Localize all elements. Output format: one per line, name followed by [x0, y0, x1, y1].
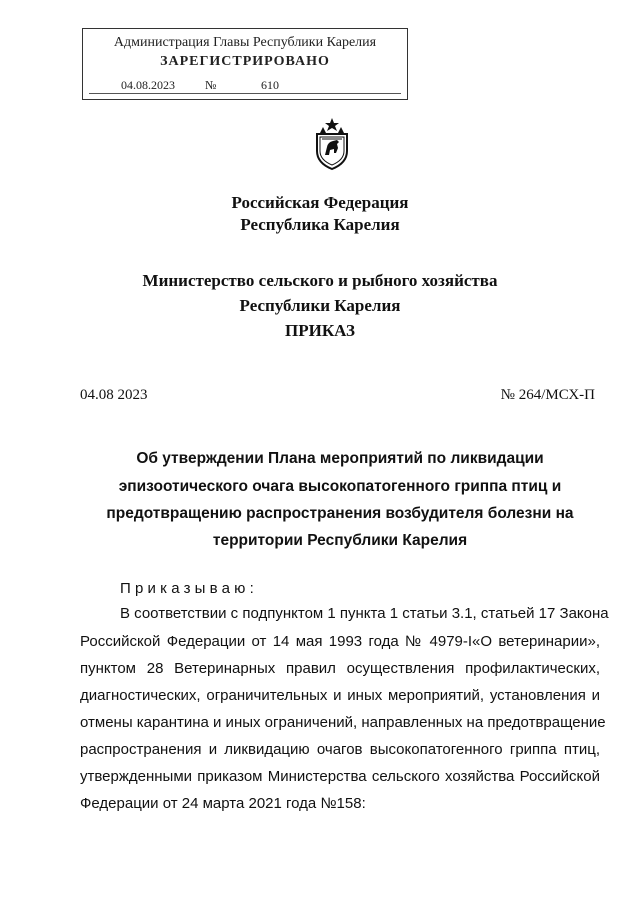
- body-line: распространения и ликвидацию очагов высокопатогенного гриппа птиц,: [80, 741, 600, 758]
- body-line: пунктом 28 Ветеринарных правил осуществления профилактических,: [80, 660, 600, 677]
- header-ministry-line2: Республики Карелия: [239, 296, 401, 315]
- order-number: № 264/МСХ-П: [500, 387, 595, 403]
- body-line: утвержденными приказом Министерства сельского хозяйства Российской: [80, 768, 600, 785]
- stamp-registered: ЗАРЕГИСТРИРОВАНО: [160, 54, 330, 69]
- order-date: 04.08 2023: [80, 387, 148, 403]
- title-line: эпизоотического очага высокопатогенного гриппа птиц и: [118, 478, 562, 495]
- header-republic: Республика Карелия: [240, 215, 400, 234]
- header-ministry-line1: Министерство сельского и рыбного хозяйства: [142, 271, 498, 290]
- document-type: ПРИКАЗ: [285, 321, 355, 340]
- title-line: территории Республики Карелия: [212, 532, 468, 549]
- stamp-number: 610: [261, 78, 279, 92]
- stamp-date: 04.08.2023: [121, 78, 175, 92]
- body-line: Федерации от 24 марта 2021 года №158:: [80, 795, 366, 812]
- karelia-coat-of-arms-icon: [312, 117, 352, 171]
- body-line: Российской Федерации от 14 мая 1993 года № 4979-I«О ветеринарии»,: [80, 633, 600, 650]
- registration-stamp: [82, 28, 408, 100]
- stamp-number-sign: №: [205, 78, 217, 92]
- body-line: В соответствии с подпунктом 1 пункта 1 статьи 3.1, статьей 17 Закона: [120, 605, 609, 622]
- body-line: диагностических, ограничительных и иных мероприятий, установления и: [80, 687, 600, 704]
- title-line: предотвращению распространения возбудителя болезни на: [106, 505, 574, 522]
- stamp-administration: Администрация Главы Республики Карелия: [113, 35, 377, 50]
- stamp-underline: [89, 93, 401, 94]
- body-line: отмены карантина и иных ограничений, направленных на предотвращение: [80, 714, 606, 731]
- title-line: Об утверждении Плана мероприятий по ликвидации: [136, 450, 544, 467]
- order-directive: Приказываю:: [120, 580, 258, 597]
- header-country: Российская Федерация: [231, 193, 409, 212]
